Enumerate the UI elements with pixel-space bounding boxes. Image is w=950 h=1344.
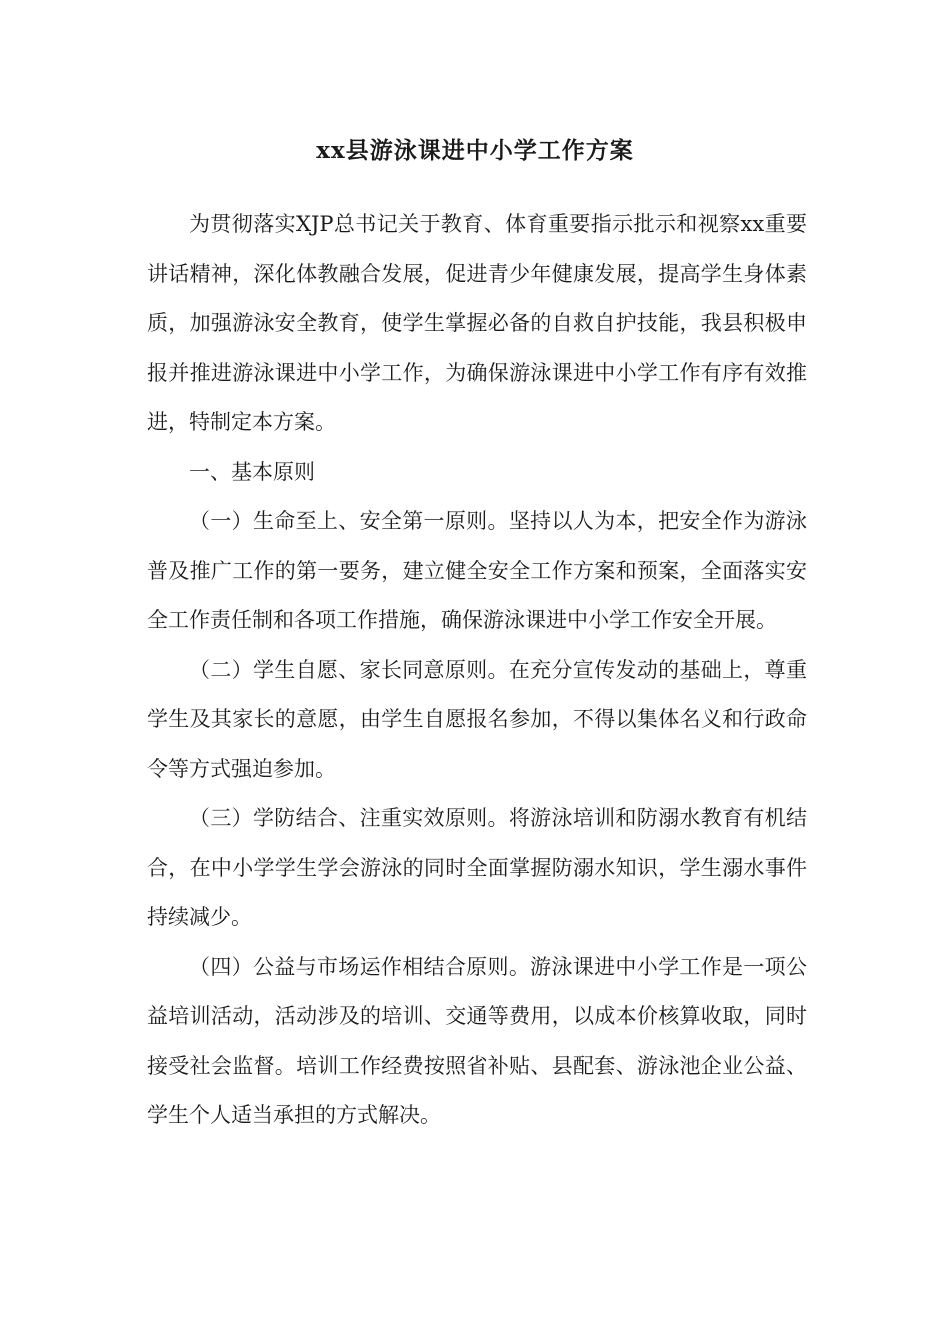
principle-paragraph-3: （三）学防结合、注重实效原则。将游泳培训和防溺水教育有机结合，在中小学学生学会游泳的同时全面掌握防溺水知识，学生溺水事件持续减少。 <box>147 806 807 929</box>
principle-paragraph-2: （二）学生自愿、家长同意原则。在充分宣传发动的基础上，尊重学生及其家长的意愿，由学生自愿报名参加，不得以集体名义和行政命令等方式强迫参加。 <box>147 657 807 781</box>
intro-paragraph: 为贯彻落实XJP总书记关于教育、体育重要指示批示和视察xx重要讲话精神，深化体教融合发展，促进青少年健康发展，提高学生身体素质，加强游泳安全教育，使学生掌握必备的自救自护技能，我县积极申报并推进游泳课进中小学工作，为确保游泳课进中小学工作有序有效推进，特制定本方案。 <box>147 212 807 434</box>
principle-paragraph-1: （一）生命至上、安全第一原则。坚持以人为本，把安全作为游泳普及推广工作的第一要务，建立健全安全工作方案和预案，全面落实安全工作责任制和各项工作措施，确保游泳课进中小学工作安全开展。 <box>147 509 807 632</box>
document-body <box>147 200 807 1141</box>
principle-paragraph-4: （四）公益与市场运作相结合原则。游泳课进中小学工作是一项公益培训活动，活动涉及的培训、交通等费用，以成本价核算收取，同时接受社会监督。培训工作经费按照省补贴、县配套、游泳池企业公益、学生个人适当承担的方式解决。 <box>147 954 807 1127</box>
document-title: xx县游泳课进中小学工作方案 <box>316 137 634 164</box>
section-heading-basic-principles: 一、基本原则 <box>189 459 315 484</box>
